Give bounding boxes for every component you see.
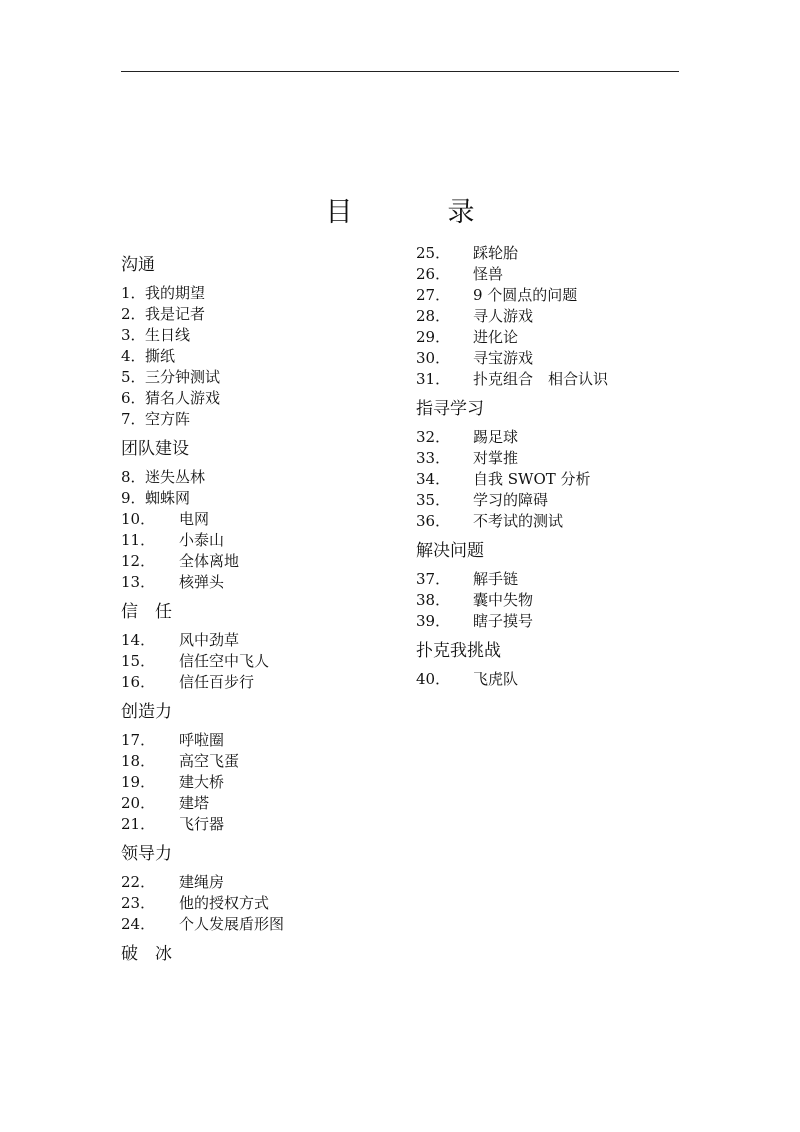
toc-entry[interactable]	[416, 569, 706, 590]
toc-entry[interactable]	[416, 469, 706, 490]
toc-entry[interactable]	[121, 751, 411, 772]
toc-entry-label: 个人发展盾形图	[179, 915, 285, 933]
toc-entry[interactable]	[121, 488, 411, 509]
toc-entry-number: 37．	[416, 570, 451, 588]
toc-entry[interactable]	[416, 348, 706, 369]
toc-entry-label: 风中劲草	[179, 631, 240, 649]
toc-entry-number: 36．	[416, 512, 451, 530]
toc-entry-label: 我的期望	[145, 284, 206, 302]
toc-section	[121, 943, 411, 965]
toc-entry[interactable]	[416, 306, 706, 327]
toc-entry-label: 空方阵	[145, 410, 191, 428]
toc-entry-number: 11．	[121, 531, 156, 549]
toc-entry[interactable]	[121, 672, 411, 693]
toc-entry-label: 小泰山	[179, 531, 225, 549]
toc-entry-label: 撕纸	[145, 347, 176, 365]
toc-entry-number: 23．	[121, 894, 156, 912]
toc-entry[interactable]	[121, 872, 411, 893]
toc-entry-number: 6．	[121, 389, 146, 407]
toc-section-heading: 信 任	[121, 602, 172, 622]
toc-section-heading: 团队建设	[121, 439, 189, 459]
toc-entry-label: 迷失丛林	[145, 468, 206, 486]
toc-section-heading: 破 冰	[121, 944, 172, 964]
toc-entry-label: 生日线	[145, 326, 191, 344]
toc-entry[interactable]	[121, 388, 411, 409]
toc-entry[interactable]	[121, 651, 411, 672]
toc-entry-label: 建绳房	[179, 873, 225, 891]
toc-entry-number: 8．	[121, 468, 146, 486]
toc-entry[interactable]	[416, 511, 706, 532]
toc-section	[416, 640, 706, 690]
toc-entry-label: 踩轮胎	[473, 244, 519, 262]
toc-section-heading: 解决问题	[416, 541, 484, 561]
toc-entry-label: 解手链	[473, 570, 519, 588]
toc-entry-number: 16．	[121, 673, 156, 691]
toc-entry-label: 扑克组合 相合认识	[473, 370, 609, 388]
toc-right-column	[416, 243, 706, 690]
toc-entry[interactable]	[121, 346, 411, 367]
toc-section-heading: 沟通	[121, 255, 155, 275]
toc-section	[121, 701, 411, 835]
toc-entry-label: 囊中失物	[473, 591, 534, 609]
toc-entry-number: 22．	[121, 873, 156, 891]
toc-entry[interactable]	[416, 327, 706, 348]
toc-entry-label: 怪兽	[473, 265, 504, 283]
toc-entry-number: 28．	[416, 307, 451, 325]
toc-entry[interactable]	[121, 325, 411, 346]
toc-entry[interactable]	[121, 814, 411, 835]
toc-entry-number: 38．	[416, 591, 451, 609]
toc-section-heading: 领导力	[121, 844, 172, 864]
toc-entry-label: 电网	[179, 510, 210, 528]
toc-entry-label: 呼啦圈	[179, 731, 225, 749]
toc-entry-number: 4．	[121, 347, 146, 365]
toc-entry-number: 9．	[121, 489, 146, 507]
toc-entry[interactable]	[121, 409, 411, 430]
toc-entry[interactable]	[121, 467, 411, 488]
toc-entry-number: 35．	[416, 491, 451, 509]
toc-entry-number: 29．	[416, 328, 451, 346]
toc-entry[interactable]	[121, 772, 411, 793]
toc-entry[interactable]	[416, 590, 706, 611]
toc-entry-number: 34．	[416, 470, 451, 488]
toc-entry-number: 12．	[121, 552, 156, 570]
toc-entry-label: 不考试的测试	[473, 512, 564, 530]
toc-entry-label: 9 个圆点的问题	[473, 286, 578, 304]
toc-entry-label: 对掌推	[473, 449, 519, 467]
toc-section-heading: 指寻学习	[416, 399, 484, 419]
toc-entry-number: 24．	[121, 915, 156, 933]
toc-entry[interactable]	[121, 793, 411, 814]
toc-entry-number: 7．	[121, 410, 146, 428]
toc-entry[interactable]	[121, 630, 411, 651]
toc-entry-label: 瞎子摸号	[473, 612, 534, 630]
toc-entry-label: 寻人游戏	[473, 307, 534, 325]
toc-entry-label: 他的授权方式	[179, 894, 270, 912]
toc-entry-label: 建大桥	[179, 773, 225, 791]
toc-entry-label: 自我 SWOT 分析	[473, 470, 591, 488]
toc-entry-number: 17．	[121, 731, 156, 749]
toc-entry[interactable]	[121, 509, 411, 530]
toc-entry-number: 25．	[416, 244, 451, 262]
toc-entry-number: 14．	[121, 631, 156, 649]
toc-left-column	[121, 245, 411, 972]
header-rule	[121, 71, 679, 72]
toc-entry-label: 三分钟测试	[145, 368, 221, 386]
toc-entry-label: 建塔	[179, 794, 210, 812]
toc-entry-number: 32．	[416, 428, 451, 446]
toc-entry[interactable]	[416, 264, 706, 285]
toc-entry-label: 核弹头	[179, 573, 225, 591]
toc-entry-number: 10．	[121, 510, 156, 528]
toc-entry-number: 13．	[121, 573, 156, 591]
toc-entry-number: 20．	[121, 794, 156, 812]
toc-entry[interactable]	[121, 572, 411, 593]
toc-entry[interactable]	[416, 369, 706, 390]
toc-entry-number: 31．	[416, 370, 451, 388]
toc-entry-label: 信任空中飞人	[179, 652, 270, 670]
toc-section	[121, 438, 411, 593]
toc-section	[121, 254, 411, 430]
toc-entry-number: 33．	[416, 449, 451, 467]
toc-entry-number: 26．	[416, 265, 451, 283]
toc-entry[interactable]	[416, 285, 706, 306]
toc-entry-label: 全体离地	[179, 552, 240, 570]
toc-entry[interactable]	[416, 427, 706, 448]
toc-entry-label: 信任百步行	[179, 673, 255, 691]
toc-entry[interactable]	[121, 551, 411, 572]
toc-entry-number: 1．	[121, 284, 146, 302]
toc-entry-number: 19．	[121, 773, 156, 791]
toc-entry[interactable]	[416, 611, 706, 632]
toc-entry[interactable]	[121, 367, 411, 388]
toc-entry-number: 40．	[416, 670, 451, 688]
toc-entry[interactable]	[121, 283, 411, 304]
toc-entry-label: 高空飞蛋	[179, 752, 240, 770]
toc-entry-label: 学习的障碍	[473, 491, 549, 509]
toc-entry[interactable]	[416, 669, 706, 690]
toc-entry-label: 蜘蛛网	[145, 489, 191, 507]
toc-section	[416, 398, 706, 532]
toc-entry[interactable]	[121, 304, 411, 325]
toc-entry[interactable]	[121, 893, 411, 914]
toc-entry-number: 27．	[416, 286, 451, 304]
toc-entry-label: 进化论	[473, 328, 519, 346]
toc-entry-number: 2．	[121, 305, 146, 323]
toc-entry-number: 18．	[121, 752, 156, 770]
toc-entry-number: 5．	[121, 368, 146, 386]
toc-entry-number: 15．	[121, 652, 156, 670]
toc-entry-number: 30．	[416, 349, 451, 367]
toc-section-heading: 扑克我挑战	[416, 641, 501, 661]
toc-section	[416, 540, 706, 632]
toc-section	[121, 601, 411, 693]
toc-entry[interactable]	[121, 914, 411, 935]
toc-entry[interactable]	[121, 730, 411, 751]
toc-continued-list	[416, 243, 706, 390]
toc-entry[interactable]	[416, 243, 706, 264]
toc-entry[interactable]	[416, 490, 706, 511]
toc-entry-label: 飞虎队	[473, 670, 519, 688]
toc-section-heading: 创造力	[121, 702, 172, 722]
toc-entry-number: 21．	[121, 815, 156, 833]
toc-entry[interactable]	[121, 530, 411, 551]
page-title: 目 录	[325, 197, 509, 228]
toc-entry-number: 39．	[416, 612, 451, 630]
toc-entry-label: 寻宝游戏	[473, 349, 534, 367]
toc-entry-label: 飞行器	[179, 815, 225, 833]
toc-entry-label: 猜名人游戏	[145, 389, 221, 407]
toc-entry-label: 踢足球	[473, 428, 519, 446]
toc-entry-label: 我是记者	[145, 305, 206, 323]
toc-section	[121, 843, 411, 935]
toc-entry[interactable]	[416, 448, 706, 469]
toc-entry-number: 3．	[121, 326, 146, 344]
